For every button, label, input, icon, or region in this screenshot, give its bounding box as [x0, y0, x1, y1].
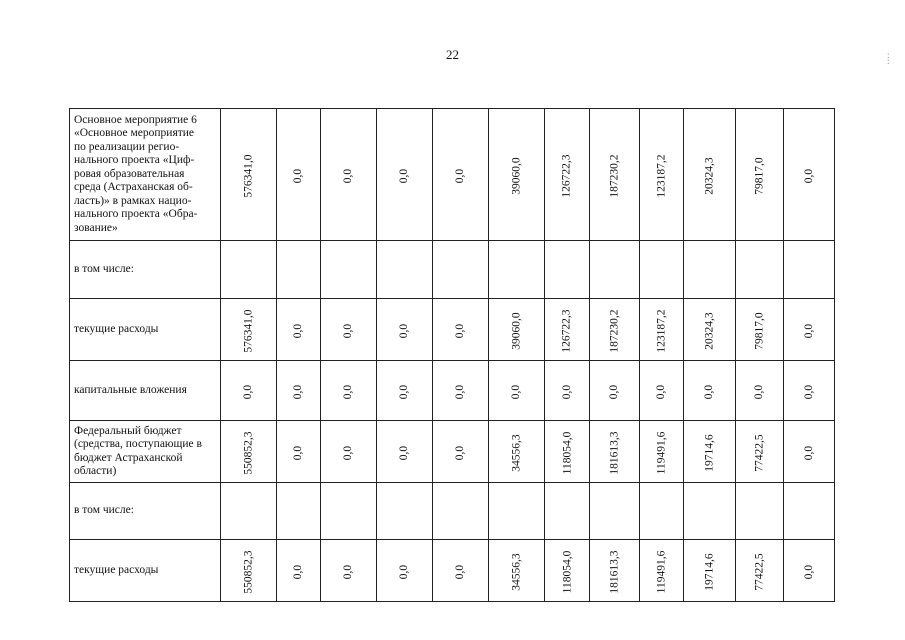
cell-value: 34556,3: [510, 552, 523, 591]
cell-value: 39060,0: [510, 156, 523, 195]
row-label: капитальные вложения: [70, 361, 221, 421]
cell-value: 0,0: [342, 445, 355, 460]
cell-value: 0,0: [655, 384, 668, 399]
cell-value: 0,0: [608, 384, 621, 399]
cell-value: 118054,0: [560, 550, 573, 593]
cell-value: 576341,0: [242, 153, 255, 198]
value-cell: [736, 540, 784, 602]
value-cell: [784, 483, 835, 540]
table-row: [70, 109, 835, 241]
value-cell: [377, 241, 433, 299]
value-cell: [545, 109, 590, 241]
value-cell: [736, 299, 784, 361]
value-cell: [489, 299, 545, 361]
value-cell: [221, 109, 277, 241]
value-cell: [321, 483, 377, 540]
value-cell: [736, 483, 784, 540]
cell-value: 20324,3: [703, 311, 716, 350]
cell-value: 187230,2: [608, 308, 621, 353]
cell-value: 123187,2: [655, 308, 668, 353]
value-cell: [684, 540, 736, 602]
value-cell: [640, 540, 684, 602]
row-label: Основное мероприятие 6 «Основное мероприятие по реализации регио- нального проекта «Циф- ровая образовательная среда (Астраханская об- ласть)» в рамках нацио- нального проекта «Обра- зование»: [70, 109, 221, 241]
cell-value: 0,0: [454, 323, 467, 338]
value-cell: [545, 421, 590, 483]
value-cell: [640, 241, 684, 299]
value-cell: [590, 241, 640, 299]
cell-value: 0,0: [292, 564, 305, 579]
cell-value: 126722,3: [561, 153, 573, 198]
value-cell: [433, 241, 489, 299]
cell-value: 0,0: [454, 445, 467, 460]
value-cell: [736, 241, 784, 299]
value-cell: [784, 299, 835, 361]
value-cell: [377, 483, 433, 540]
cell-value: 0,0: [292, 445, 305, 460]
value-cell: [277, 483, 321, 540]
value-cell: [433, 540, 489, 602]
cell-value: 0,0: [342, 564, 355, 579]
value-cell: [433, 109, 489, 241]
cell-value: 0,0: [753, 384, 766, 399]
cell-value: 0,0: [561, 384, 573, 399]
value-cell: [433, 483, 489, 540]
row-label: текущие расходы: [70, 299, 221, 361]
value-cell: [377, 361, 433, 421]
value-cell: [377, 109, 433, 241]
value-cell: [590, 299, 640, 361]
cell-value: 0,0: [398, 384, 411, 399]
value-cell: [221, 299, 277, 361]
value-cell: [277, 241, 321, 299]
value-cell: [590, 361, 640, 421]
value-cell: [377, 299, 433, 361]
value-cell: [221, 483, 277, 540]
value-cell: [221, 361, 277, 421]
cell-value: 0,0: [292, 384, 305, 399]
cell-value: 0,0: [803, 168, 815, 183]
cell-value: 0,0: [342, 323, 355, 338]
value-cell: [784, 540, 835, 602]
cell-value: 34556,3: [510, 433, 523, 472]
cell-value: 0,0: [242, 384, 255, 399]
value-cell: [377, 540, 433, 602]
table-row: [70, 241, 835, 299]
table-row: [70, 299, 835, 361]
value-cell: [321, 540, 377, 602]
value-cell: [590, 540, 640, 602]
value-cell: [377, 421, 433, 483]
value-cell: [277, 299, 321, 361]
cell-value: 0,0: [803, 323, 815, 338]
cell-value: 19714,6: [703, 433, 716, 472]
value-cell: [489, 241, 545, 299]
cell-value: 0,0: [398, 445, 411, 460]
value-cell: [489, 361, 545, 421]
value-cell: [545, 241, 590, 299]
cell-value: 0,0: [803, 445, 815, 460]
value-cell: [489, 109, 545, 241]
value-cell: [321, 109, 377, 241]
value-cell: [221, 421, 277, 483]
value-cell: [784, 421, 835, 483]
value-cell: [277, 540, 321, 602]
value-cell: [640, 109, 684, 241]
cell-value: 0,0: [398, 564, 411, 579]
value-cell: [433, 299, 489, 361]
table-row: [70, 421, 835, 483]
table-row: [70, 361, 835, 421]
cell-value: 181613,3: [608, 430, 621, 475]
cell-value: 0,0: [703, 384, 716, 399]
cell-value: 550852,3: [242, 549, 255, 594]
value-cell: [736, 361, 784, 421]
value-cell: [489, 483, 545, 540]
cell-value: 123187,2: [655, 153, 668, 198]
cell-value: 119491,6: [655, 550, 668, 593]
value-cell: [433, 361, 489, 421]
value-cell: [640, 483, 684, 540]
value-cell: [684, 483, 736, 540]
value-cell: [489, 540, 545, 602]
cell-value: 0,0: [398, 323, 411, 338]
value-cell: [590, 109, 640, 241]
value-cell: [736, 109, 784, 241]
cell-value: 19714,6: [703, 552, 716, 591]
value-cell: [221, 540, 277, 602]
cell-value: 181613,3: [608, 549, 621, 594]
table-row: [70, 483, 835, 540]
value-cell: [321, 361, 377, 421]
row-label: в том числе:: [70, 483, 221, 540]
cell-value: 77422,5: [753, 552, 766, 591]
value-cell: [640, 299, 684, 361]
cell-value: 0,0: [292, 323, 305, 338]
value-cell: [545, 540, 590, 602]
cell-value: 119491,6: [655, 431, 668, 474]
value-cell: [321, 421, 377, 483]
cell-value: 0,0: [342, 384, 355, 399]
cell-value: 77422,5: [753, 433, 766, 472]
row-label: Федеральный бюджет (средства, поступающие в бюджет Астраханской области): [70, 421, 221, 483]
cell-value: 39060,0: [510, 311, 523, 350]
value-cell: [489, 421, 545, 483]
margin-mark: : :: [887, 50, 890, 66]
cell-value: 0,0: [454, 168, 467, 183]
value-cell: [684, 361, 736, 421]
value-cell: [640, 421, 684, 483]
cell-value: 0,0: [342, 168, 355, 183]
value-cell: [277, 109, 321, 241]
value-cell: [590, 421, 640, 483]
value-cell: [684, 299, 736, 361]
value-cell: [277, 361, 321, 421]
value-cell: [545, 483, 590, 540]
row-label: текущие расходы: [70, 540, 221, 602]
value-cell: [545, 299, 590, 361]
cell-value: 0,0: [803, 564, 815, 579]
cell-value: 79817,0: [753, 311, 766, 350]
cell-value: 187230,2: [608, 153, 621, 198]
value-cell: [321, 299, 377, 361]
value-cell: [684, 421, 736, 483]
cell-value: 0,0: [398, 168, 411, 183]
value-cell: [684, 241, 736, 299]
cell-value: 79817,0: [753, 156, 766, 195]
cell-value: 0,0: [454, 564, 467, 579]
row-label: в том числе:: [70, 241, 221, 299]
value-cell: [221, 241, 277, 299]
value-cell: [433, 421, 489, 483]
value-cell: [784, 361, 835, 421]
budget-table: [69, 108, 835, 602]
value-cell: [784, 241, 835, 299]
value-cell: [640, 361, 684, 421]
value-cell: [736, 421, 784, 483]
value-cell: [321, 241, 377, 299]
value-cell: [277, 421, 321, 483]
cell-value: 0,0: [803, 384, 815, 399]
cell-value: 576341,0: [242, 308, 255, 353]
cell-value: 0,0: [454, 384, 467, 399]
cell-value: 550852,3: [242, 430, 255, 475]
value-cell: [590, 483, 640, 540]
cell-value: 118054,0: [560, 431, 573, 474]
value-cell: [684, 109, 736, 241]
table-row: [70, 540, 835, 602]
cell-value: 0,0: [292, 168, 305, 183]
cell-value: 20324,3: [703, 156, 716, 195]
cell-value: 0,0: [510, 384, 523, 399]
value-cell: [784, 109, 835, 241]
page-number: 22: [446, 47, 459, 62]
value-cell: [545, 361, 590, 421]
cell-value: 126722,3: [561, 308, 573, 353]
